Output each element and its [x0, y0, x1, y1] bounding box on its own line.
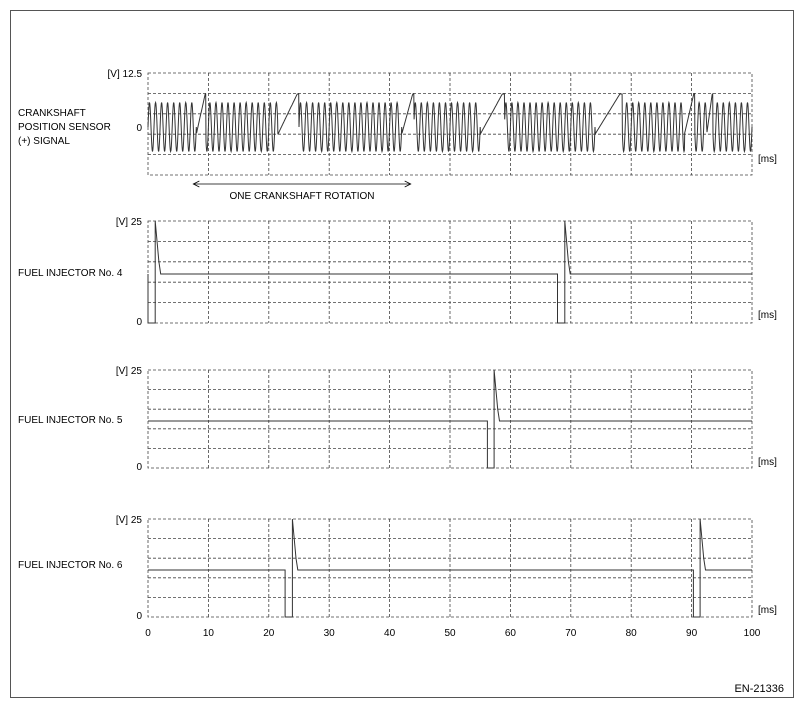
- grid-frame: [148, 370, 752, 468]
- x-tick-label: 60: [504, 628, 516, 639]
- series-label: (+) SIGNAL: [18, 136, 70, 147]
- x-unit-label: [ms]: [758, 310, 777, 321]
- rotation-label: ONE CRANKSHAFT ROTATION: [229, 191, 375, 202]
- series-trace: [148, 370, 752, 468]
- x-tick-label: 50: [444, 628, 456, 639]
- x-tick-label: 40: [384, 628, 396, 639]
- panel-2: [148, 221, 752, 323]
- y-top-label: [V] 25: [115, 515, 142, 526]
- x-tick-label: 20: [263, 628, 275, 639]
- x-tick-label: 30: [323, 628, 335, 639]
- y-top-label: [V] 12.5: [107, 69, 142, 80]
- x-tick-label: 80: [625, 628, 637, 639]
- x-tick-label: 90: [686, 628, 698, 639]
- series-label: FUEL INJECTOR No. 6: [18, 560, 123, 571]
- y-top-label: [V] 25: [115, 217, 142, 228]
- x-tick-label: 100: [743, 628, 761, 639]
- y-top-label: [V] 25: [115, 366, 142, 377]
- panel-4: [148, 519, 752, 617]
- x-unit-label: [ms]: [758, 457, 777, 468]
- y-zero-label: 0: [136, 611, 142, 622]
- series-label: FUEL INJECTOR No. 4: [18, 268, 123, 279]
- panel-1: [148, 73, 752, 175]
- grid-frame: [148, 519, 752, 617]
- series-label: CRANKSHAFT: [18, 108, 86, 119]
- series-trace: [148, 94, 752, 152]
- x-unit-label: [ms]: [758, 154, 777, 165]
- x-unit-label: [ms]: [758, 605, 777, 616]
- x-tick-label: 70: [565, 628, 577, 639]
- figure-id: EN-21336: [734, 683, 784, 695]
- y-zero-label: 0: [136, 123, 142, 134]
- y-zero-label: 0: [136, 317, 142, 328]
- y-zero-label: 0: [136, 462, 142, 473]
- series-trace: [148, 519, 752, 617]
- series-label: POSITION SENSOR: [18, 122, 111, 133]
- x-tick-label: 0: [145, 628, 151, 639]
- series-label: FUEL INJECTOR No. 5: [18, 415, 123, 426]
- x-tick-label: 10: [202, 628, 214, 639]
- panel-3: [148, 370, 752, 468]
